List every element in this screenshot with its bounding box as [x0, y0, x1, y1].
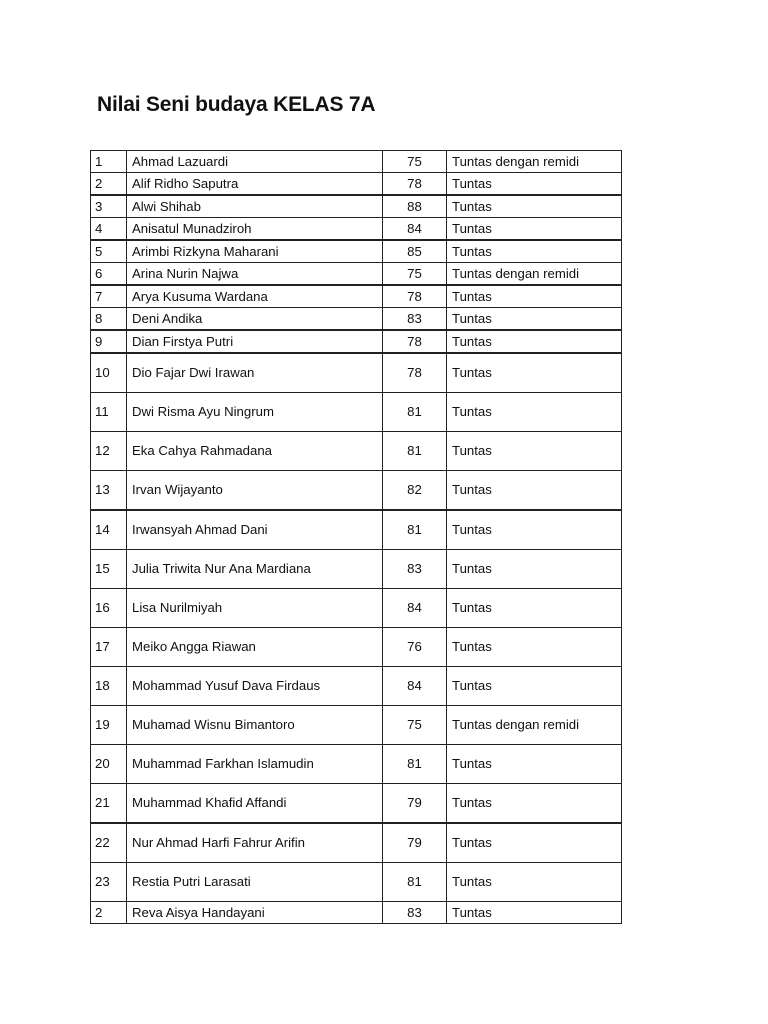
row-number-cell: 13 — [91, 471, 127, 511]
student-name-cell: Muhamad Wisnu Bimantoro — [127, 706, 383, 745]
row-number-cell: 14 — [91, 510, 127, 550]
student-name-cell: Arimbi Rizkyna Maharani — [127, 240, 383, 263]
table-row — [91, 471, 622, 511]
score-cell: 75 — [383, 151, 447, 173]
status-cell: Tuntas — [447, 330, 622, 353]
row-number-cell: 4 — [91, 218, 127, 241]
row-number-cell: 2 — [91, 173, 127, 196]
score-cell: 85 — [383, 240, 447, 263]
document-title: Nilai Seni budaya KELAS 7A — [97, 93, 376, 116]
score-cell: 78 — [383, 353, 447, 393]
table-row — [91, 510, 622, 550]
status-cell: Tuntas — [447, 589, 622, 628]
row-number-cell: 6 — [91, 263, 127, 286]
student-name-cell: Dian Firstya Putri — [127, 330, 383, 353]
student-name-cell: Muhammad Khafid Affandi — [127, 784, 383, 824]
row-number-cell: 20 — [91, 745, 127, 784]
status-cell: Tuntas — [447, 745, 622, 784]
status-cell: Tuntas — [447, 863, 622, 902]
status-cell: Tuntas — [447, 393, 622, 432]
student-name-cell: Julia Triwita Nur Ana Mardiana — [127, 550, 383, 589]
table-row — [91, 218, 622, 241]
row-number-cell: 21 — [91, 784, 127, 824]
score-cell: 79 — [383, 823, 447, 863]
score-cell: 78 — [383, 330, 447, 353]
status-cell: Tuntas — [447, 173, 622, 196]
status-cell: Tuntas — [447, 432, 622, 471]
student-name-cell: Alif Ridho Saputra — [127, 173, 383, 196]
grades-table-body — [91, 151, 622, 924]
status-cell: Tuntas — [447, 510, 622, 550]
table-row — [91, 432, 622, 471]
student-name-cell: Meiko Angga Riawan — [127, 628, 383, 667]
row-number-cell: 9 — [91, 330, 127, 353]
score-cell: 76 — [383, 628, 447, 667]
score-cell: 81 — [383, 432, 447, 471]
row-number-cell: 17 — [91, 628, 127, 667]
row-number-cell: 16 — [91, 589, 127, 628]
table-row — [91, 628, 622, 667]
table-row — [91, 823, 622, 863]
status-cell: Tuntas — [447, 471, 622, 511]
student-name-cell: Eka Cahya Rahmadana — [127, 432, 383, 471]
status-cell: Tuntas — [447, 240, 622, 263]
score-cell: 88 — [383, 195, 447, 218]
row-number-cell: 18 — [91, 667, 127, 706]
score-cell: 84 — [383, 218, 447, 241]
score-cell: 75 — [383, 263, 447, 286]
row-number-cell: 3 — [91, 195, 127, 218]
student-name-cell: Lisa Nurilmiyah — [127, 589, 383, 628]
row-number-cell: 10 — [91, 353, 127, 393]
table-row — [91, 902, 622, 924]
student-name-cell: Anisatul Munadziroh — [127, 218, 383, 241]
student-name-cell: Muhammad Farkhan Islamudin — [127, 745, 383, 784]
row-number-cell: 15 — [91, 550, 127, 589]
score-cell: 82 — [383, 471, 447, 511]
score-cell: 84 — [383, 589, 447, 628]
table-row — [91, 330, 622, 353]
score-cell: 81 — [383, 393, 447, 432]
status-cell: Tuntas — [447, 195, 622, 218]
row-number-cell: 12 — [91, 432, 127, 471]
table-row — [91, 745, 622, 784]
status-cell: Tuntas dengan remidi — [447, 706, 622, 745]
status-cell: Tuntas — [447, 628, 622, 667]
score-cell: 79 — [383, 784, 447, 824]
row-number-cell: 19 — [91, 706, 127, 745]
row-number-cell: 1 — [91, 151, 127, 173]
score-cell: 78 — [383, 285, 447, 308]
table-row — [91, 667, 622, 706]
score-cell: 83 — [383, 902, 447, 924]
table-row — [91, 263, 622, 286]
status-cell: Tuntas dengan remidi — [447, 151, 622, 173]
status-cell: Tuntas — [447, 902, 622, 924]
student-name-cell: Arina Nurin Najwa — [127, 263, 383, 286]
student-name-cell: Irvan Wijayanto — [127, 471, 383, 511]
student-name-cell: Reva Aisya Handayani — [127, 902, 383, 924]
status-cell: Tuntas dengan remidi — [447, 263, 622, 286]
row-number-cell: 8 — [91, 308, 127, 331]
grades-table — [90, 150, 622, 924]
table-row — [91, 863, 622, 902]
student-name-cell: Ahmad Lazuardi — [127, 151, 383, 173]
table-row — [91, 308, 622, 331]
student-name-cell: Dwi Risma Ayu Ningrum — [127, 393, 383, 432]
status-cell: Tuntas — [447, 667, 622, 706]
status-cell: Tuntas — [447, 285, 622, 308]
row-number-cell: 5 — [91, 240, 127, 263]
student-name-cell: Arya Kusuma Wardana — [127, 285, 383, 308]
table-row — [91, 784, 622, 824]
score-cell: 81 — [383, 745, 447, 784]
student-name-cell: Mohammad Yusuf Dava Firdaus — [127, 667, 383, 706]
row-number-cell: 7 — [91, 285, 127, 308]
table-row — [91, 393, 622, 432]
row-number-cell: 11 — [91, 393, 127, 432]
row-number-cell: 22 — [91, 823, 127, 863]
student-name-cell: Nur Ahmad Harfi Fahrur Arifin — [127, 823, 383, 863]
student-name-cell: Dio Fajar Dwi Irawan — [127, 353, 383, 393]
table-row — [91, 353, 622, 393]
score-cell: 81 — [383, 510, 447, 550]
status-cell: Tuntas — [447, 550, 622, 589]
student-name-cell: Restia Putri Larasati — [127, 863, 383, 902]
table-row — [91, 195, 622, 218]
status-cell: Tuntas — [447, 823, 622, 863]
status-cell: Tuntas — [447, 784, 622, 824]
status-cell: Tuntas — [447, 308, 622, 331]
table-row — [91, 285, 622, 308]
table-row — [91, 151, 622, 173]
score-cell: 83 — [383, 308, 447, 331]
student-name-cell: Alwi Shihab — [127, 195, 383, 218]
score-cell: 84 — [383, 667, 447, 706]
score-cell: 75 — [383, 706, 447, 745]
status-cell: Tuntas — [447, 218, 622, 241]
score-cell: 81 — [383, 863, 447, 902]
row-number-cell: 2 — [91, 902, 127, 924]
score-cell: 83 — [383, 550, 447, 589]
score-cell: 78 — [383, 173, 447, 196]
status-cell: Tuntas — [447, 353, 622, 393]
student-name-cell: Irwansyah Ahmad Dani — [127, 510, 383, 550]
student-name-cell: Deni Andika — [127, 308, 383, 331]
table-row — [91, 589, 622, 628]
table-row — [91, 240, 622, 263]
table-row — [91, 550, 622, 589]
table-row — [91, 173, 622, 196]
table-row — [91, 706, 622, 745]
row-number-cell: 23 — [91, 863, 127, 902]
